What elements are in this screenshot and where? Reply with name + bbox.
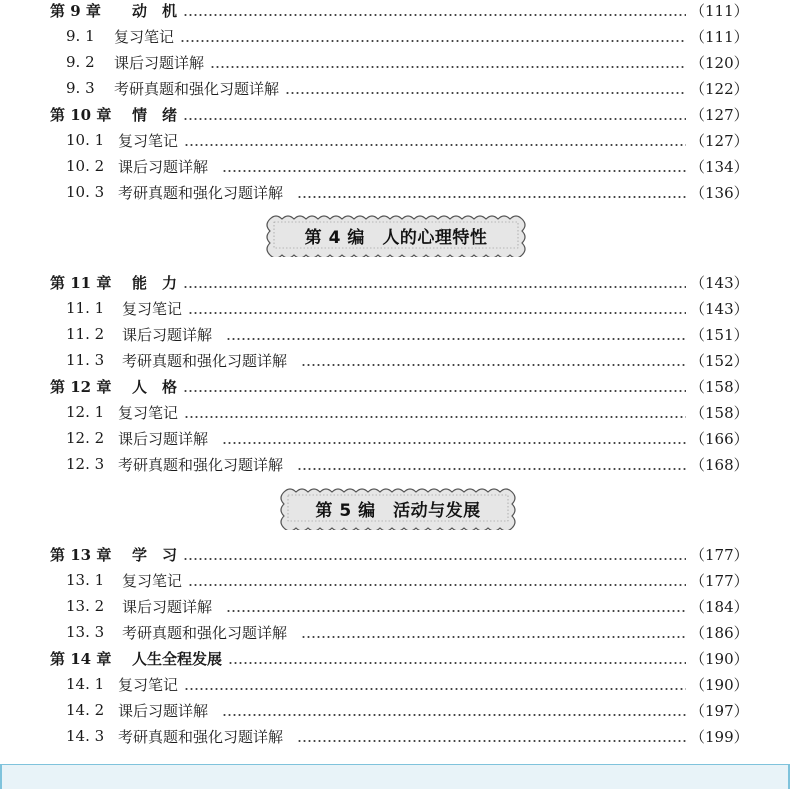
dot-leader — [188, 573, 686, 587]
chapter-number: 第 10 章 — [50, 105, 112, 124]
part-banner — [276, 486, 520, 530]
toc-section-row[interactable] — [0, 698, 790, 722]
section-title: 复习笔记 — [114, 27, 175, 46]
section-title: 复习笔记 — [118, 131, 179, 150]
part-banner — [262, 213, 530, 257]
section-title: 课后习题详解 — [122, 597, 213, 616]
chapter-title: 情 绪 — [132, 105, 178, 124]
toc-section-row[interactable] — [0, 594, 790, 618]
toc-section-row[interactable] — [0, 154, 790, 178]
chapter-title: 能 力 — [132, 273, 178, 292]
toc-section-row[interactable] — [0, 620, 790, 644]
section-title: 考研真题和强化习题详解 — [118, 455, 284, 474]
dot-leader — [183, 275, 686, 289]
chapter-title: 学 习 — [132, 545, 178, 564]
page-number: （111） — [690, 27, 749, 46]
page-number: （120） — [690, 53, 749, 72]
dot-leader — [222, 159, 686, 173]
dot-leader — [184, 677, 686, 691]
page-number: （122） — [690, 79, 749, 98]
page-number: （177） — [690, 571, 749, 590]
section-number: 12. 3 — [66, 455, 105, 473]
section-title: 考研真题和强化习题详解 — [114, 79, 280, 98]
border-left-edge — [0, 765, 2, 789]
toc-section-row[interactable] — [0, 50, 790, 74]
page-number: （143） — [690, 273, 749, 292]
section-number: 10. 1 — [66, 131, 105, 149]
section-title: 课后习题详解 — [118, 701, 209, 720]
page-number: （197） — [690, 701, 749, 720]
page-number: （158） — [690, 403, 749, 422]
section-title: 复习笔记 — [118, 675, 179, 694]
toc-section-row[interactable] — [0, 180, 790, 204]
dot-leader — [184, 133, 686, 147]
chapter-number: 第 13 章 — [50, 545, 112, 564]
page-number: （177） — [690, 545, 749, 564]
page-number: （151） — [690, 325, 749, 344]
page-number: （143） — [690, 299, 749, 318]
dot-leader — [222, 431, 686, 445]
dot-leader — [188, 301, 686, 315]
toc-section-row[interactable] — [0, 672, 790, 696]
chapter-number: 第 11 章 — [50, 273, 112, 292]
dot-leader — [285, 81, 686, 95]
section-number: 13. 3 — [66, 623, 105, 641]
page-number: （186） — [690, 623, 749, 642]
page-number: （111） — [690, 1, 749, 20]
section-number: 14. 2 — [66, 701, 105, 719]
section-number: 12. 2 — [66, 429, 105, 447]
page-number: （127） — [690, 105, 749, 124]
dot-leader — [183, 547, 686, 561]
section-title: 考研真题和强化习题详解 — [122, 351, 288, 370]
toc-chapter-row[interactable] — [0, 542, 790, 566]
dot-leader — [226, 599, 686, 613]
section-title: 复习笔记 — [118, 403, 179, 422]
section-number: 11. 2 — [66, 325, 105, 343]
toc-chapter-row[interactable] — [0, 646, 790, 670]
toc-chapter-row[interactable] — [0, 374, 790, 398]
chapter-number: 第 14 章 — [50, 649, 112, 668]
dot-leader — [297, 457, 686, 471]
section-number: 9. 2 — [66, 53, 95, 71]
page-number: （190） — [690, 675, 749, 694]
section-number: 10. 2 — [66, 157, 105, 175]
dot-leader — [297, 185, 686, 199]
dot-leader — [183, 379, 686, 393]
chapter-title: 人 格 — [132, 377, 178, 396]
section-title: 复习笔记 — [122, 299, 183, 318]
page-number: （127） — [690, 131, 749, 150]
chapter-number: 第 12 章 — [50, 377, 112, 396]
page-number: （158） — [690, 377, 749, 396]
section-number: 9. 3 — [66, 79, 95, 97]
dot-leader — [183, 107, 686, 121]
toc-section-row[interactable] — [0, 24, 790, 48]
toc-section-row[interactable] — [0, 724, 790, 748]
section-title: 考研真题和强化习题详解 — [118, 727, 284, 746]
section-number: 12. 1 — [66, 403, 105, 421]
toc-chapter-row[interactable] — [0, 102, 790, 126]
page-number: （166） — [690, 429, 749, 448]
dot-leader — [183, 3, 686, 17]
toc-section-row[interactable] — [0, 76, 790, 100]
page-bottom-border — [0, 764, 790, 789]
dot-leader — [184, 405, 686, 419]
dot-leader — [301, 625, 686, 639]
part-title: 第 4 编 人的心理特性 — [304, 227, 488, 248]
dot-leader — [297, 729, 686, 743]
dot-leader — [180, 29, 686, 43]
chapter-title: 人生全程发展 — [132, 649, 223, 668]
toc-section-row[interactable] — [0, 452, 790, 476]
section-title: 考研真题和强化习题详解 — [118, 183, 284, 202]
dot-leader — [228, 651, 686, 665]
page-number: （134） — [690, 157, 749, 176]
page-number: （168） — [690, 455, 749, 474]
section-number: 9. 1 — [66, 27, 95, 45]
section-number: 14. 1 — [66, 675, 105, 693]
page-number: （184） — [690, 597, 749, 616]
dot-leader — [222, 703, 686, 717]
chapter-title: 动 机 — [132, 1, 178, 20]
dot-leader — [226, 327, 686, 341]
part-title: 第 5 编 活动与发展 — [315, 500, 481, 521]
section-title: 课后习题详解 — [118, 429, 209, 448]
toc-section-row[interactable] — [0, 400, 790, 424]
chapter-number: 第 9 章 — [50, 1, 101, 20]
section-number: 13. 1 — [66, 571, 105, 589]
dot-leader — [210, 55, 686, 69]
section-title: 考研真题和强化习题详解 — [122, 623, 288, 642]
section-number: 10. 3 — [66, 183, 105, 201]
toc-section-row[interactable] — [0, 568, 790, 592]
toc-section-row[interactable] — [0, 322, 790, 346]
section-title: 课后习题详解 — [114, 53, 205, 72]
section-number: 13. 2 — [66, 597, 105, 615]
toc-section-row[interactable] — [0, 128, 790, 152]
dot-leader — [301, 353, 686, 367]
page-number: （190） — [690, 649, 749, 668]
toc-section-row[interactable] — [0, 296, 790, 320]
page-number: （152） — [690, 351, 749, 370]
section-title: 课后习题详解 — [118, 157, 209, 176]
page-number: （199） — [690, 727, 749, 746]
section-number: 11. 1 — [66, 299, 105, 317]
toc-chapter-row[interactable] — [0, 0, 790, 22]
page-number: （136） — [690, 183, 749, 202]
section-number: 14. 3 — [66, 727, 105, 745]
toc-section-row[interactable] — [0, 426, 790, 450]
toc-chapter-row[interactable] — [0, 270, 790, 294]
section-number: 11. 3 — [66, 351, 105, 369]
toc-section-row[interactable] — [0, 348, 790, 372]
section-title: 课后习题详解 — [122, 325, 213, 344]
section-title: 复习笔记 — [122, 571, 183, 590]
